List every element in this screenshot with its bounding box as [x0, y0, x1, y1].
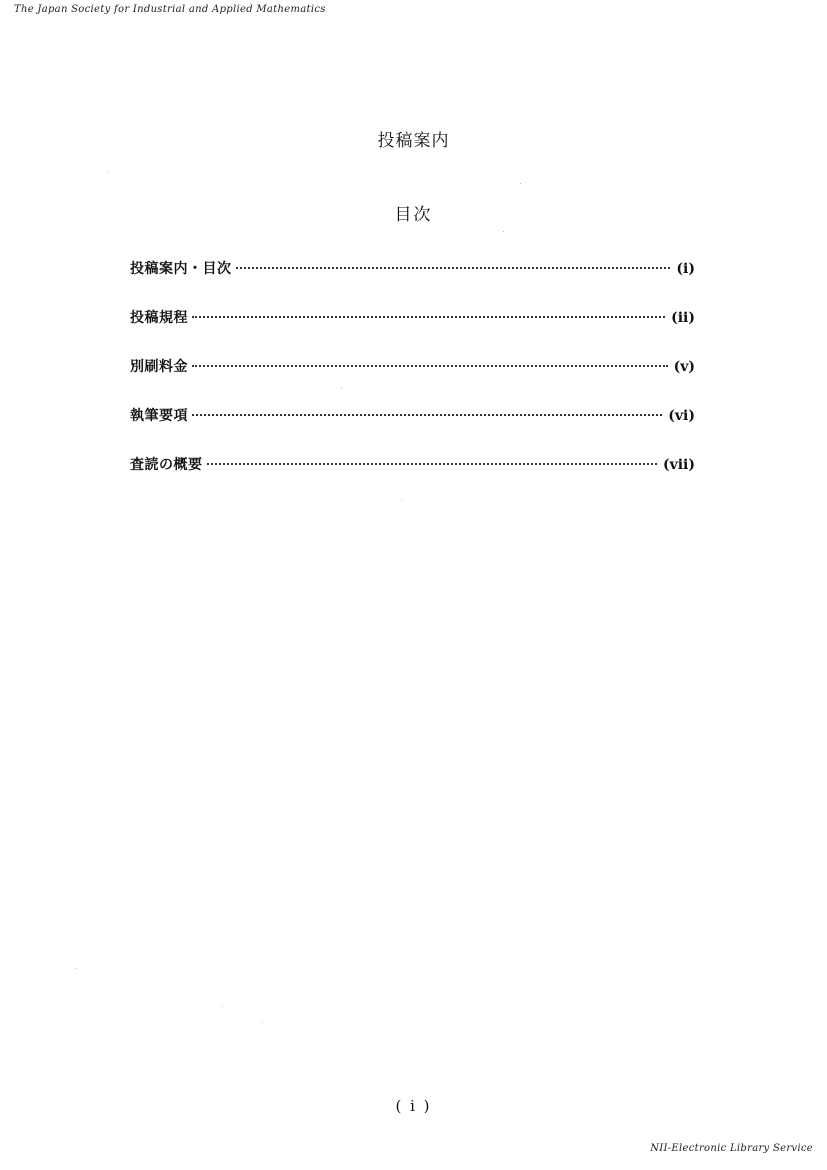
dot-leader [236, 267, 671, 269]
scan-speck [107, 172, 108, 173]
page-title: 投稿案内 [377, 131, 450, 151]
scan-speck [520, 183, 521, 184]
toc-entry-label: 投稿規程 [130, 310, 188, 326]
scan-speck [75, 968, 76, 969]
toc-entry-writing-guidelines[interactable] [130, 405, 695, 454]
toc-heading: 目次 [394, 205, 433, 225]
scan-speck [503, 231, 504, 232]
toc-entry-page: (vi) [668, 408, 695, 424]
page-number: ( i ) [395, 1097, 432, 1115]
toc-entry-label: 別刷料金 [130, 359, 188, 375]
library-service-footer: NII-Electronic Library Service [650, 1143, 813, 1154]
scan-speck [401, 499, 402, 500]
toc-entry-label: 執筆要項 [130, 408, 188, 424]
toc-entry-submission-rules[interactable] [130, 307, 695, 356]
dot-leader [192, 365, 668, 367]
toc-entry-page: (vii) [662, 457, 695, 473]
publisher-header: The Japan Society for Industrial and Applied Mathematics [14, 4, 326, 15]
toc-entry-page: (ii) [671, 310, 695, 326]
toc-entry-label: 投稿案内・目次 [130, 261, 232, 277]
dot-leader [192, 414, 662, 416]
toc-entry-guide-and-contents[interactable] [130, 258, 695, 307]
toc-entry-review-overview[interactable] [130, 454, 695, 503]
dot-leader [192, 316, 665, 318]
dot-leader [207, 463, 657, 465]
toc-entry-label: 査読の概要 [130, 457, 203, 473]
toc-entry-offprint-fees[interactable] [130, 356, 695, 405]
toc-entry-page: (i) [676, 261, 695, 277]
table-of-contents [130, 258, 695, 503]
scan-speck [262, 1022, 263, 1023]
scan-speck [341, 388, 342, 389]
scan-speck [222, 1006, 223, 1007]
toc-entry-page: (v) [673, 359, 695, 375]
